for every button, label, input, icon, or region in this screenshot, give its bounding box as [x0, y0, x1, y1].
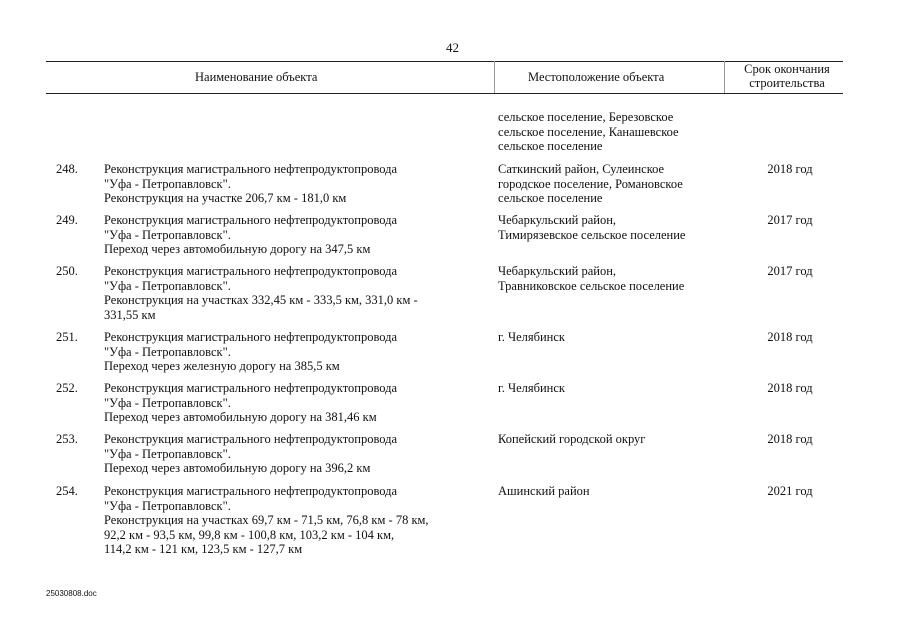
continuation-location: сельское поселение, Березовское сельское поселение, Канашевское сельское поселение — [498, 110, 679, 153]
table-header-bottom-border — [46, 93, 843, 94]
row-term: 2017 год — [767, 264, 813, 278]
row-location: Чебаркульский район, Травниковское сельское поселение — [498, 264, 685, 293]
row-term: 2018 год — [767, 381, 813, 395]
row-term: 2018 год — [767, 432, 813, 446]
row-object: Реконструкция магистрального нефтепродуктопровода "Уфа - Петропавловск". Переход через автомобильную дорогу на 381,46 км — [104, 381, 398, 424]
row-object: Реконструкция магистрального нефтепродуктопровода "Уфа - Петропавловск". Переход через автомобильную дорогу на 347,5 км — [104, 213, 398, 256]
row-number: 254. — [56, 484, 78, 498]
row-object: Реконструкция магистрального нефтепродуктопровода "Уфа - Петропавловск". Реконструкция на участке 206,7 км - 181,0 км — [104, 162, 398, 205]
row-number: 250. — [56, 264, 78, 278]
header-location: Местоположение объекта — [528, 70, 665, 84]
row-location: Копейский городской округ — [498, 432, 646, 446]
row-number: 253. — [56, 432, 78, 446]
header-object-name: Наименование объекта — [195, 70, 318, 84]
row-location: г. Челябинск — [498, 381, 565, 395]
row-location: г. Челябинск — [498, 330, 565, 344]
document-filename: 25030808.doc — [46, 589, 97, 598]
row-object: Реконструкция магистрального нефтепродуктопровода "Уфа - Петропавловск". Реконструкция на участках 332,45 км - 333,5 км, 331,0 км - 331,55 км — [104, 264, 418, 322]
row-number: 251. — [56, 330, 78, 344]
column-divider — [724, 61, 725, 93]
row-number: 252. — [56, 381, 78, 395]
row-number: 248. — [56, 162, 78, 176]
column-divider — [494, 61, 495, 93]
row-location: Чебаркульский район, Тимирязевское сельское поселение — [498, 213, 686, 242]
row-location: Ашинский район — [498, 484, 590, 498]
row-number: 249. — [56, 213, 78, 227]
row-term: 2017 год — [767, 213, 813, 227]
row-object: Реконструкция магистрального нефтепродуктопровода "Уфа - Петропавловск". Реконструкция на участках 69,7 км - 71,5 км, 76,8 км - 78 км, 92,2 км - 93,5 км, 99,8 км - 100,8 км, 103,2 км - 104 км, 114,2 км - 121 км, 123,5 км - 127,7 км — [104, 484, 429, 556]
row-term: 2018 год — [767, 330, 813, 344]
row-term: 2021 год — [767, 484, 813, 498]
page-number: 42 — [446, 40, 459, 55]
row-object: Реконструкция магистрального нефтепродуктопровода "Уфа - Петропавловск". Переход через автомобильную дорогу на 396,2 км — [104, 432, 398, 475]
row-location: Саткинский район, Сулеинское городское поселение, Романовское сельское поселение — [498, 162, 683, 205]
row-object: Реконструкция магистрального нефтепродуктопровода "Уфа - Петропавловск". Переход через железную дорогу на 385,5 км — [104, 330, 398, 373]
row-term: 2018 год — [767, 162, 813, 176]
header-completion-term: Срок окончания строительства — [744, 62, 830, 90]
